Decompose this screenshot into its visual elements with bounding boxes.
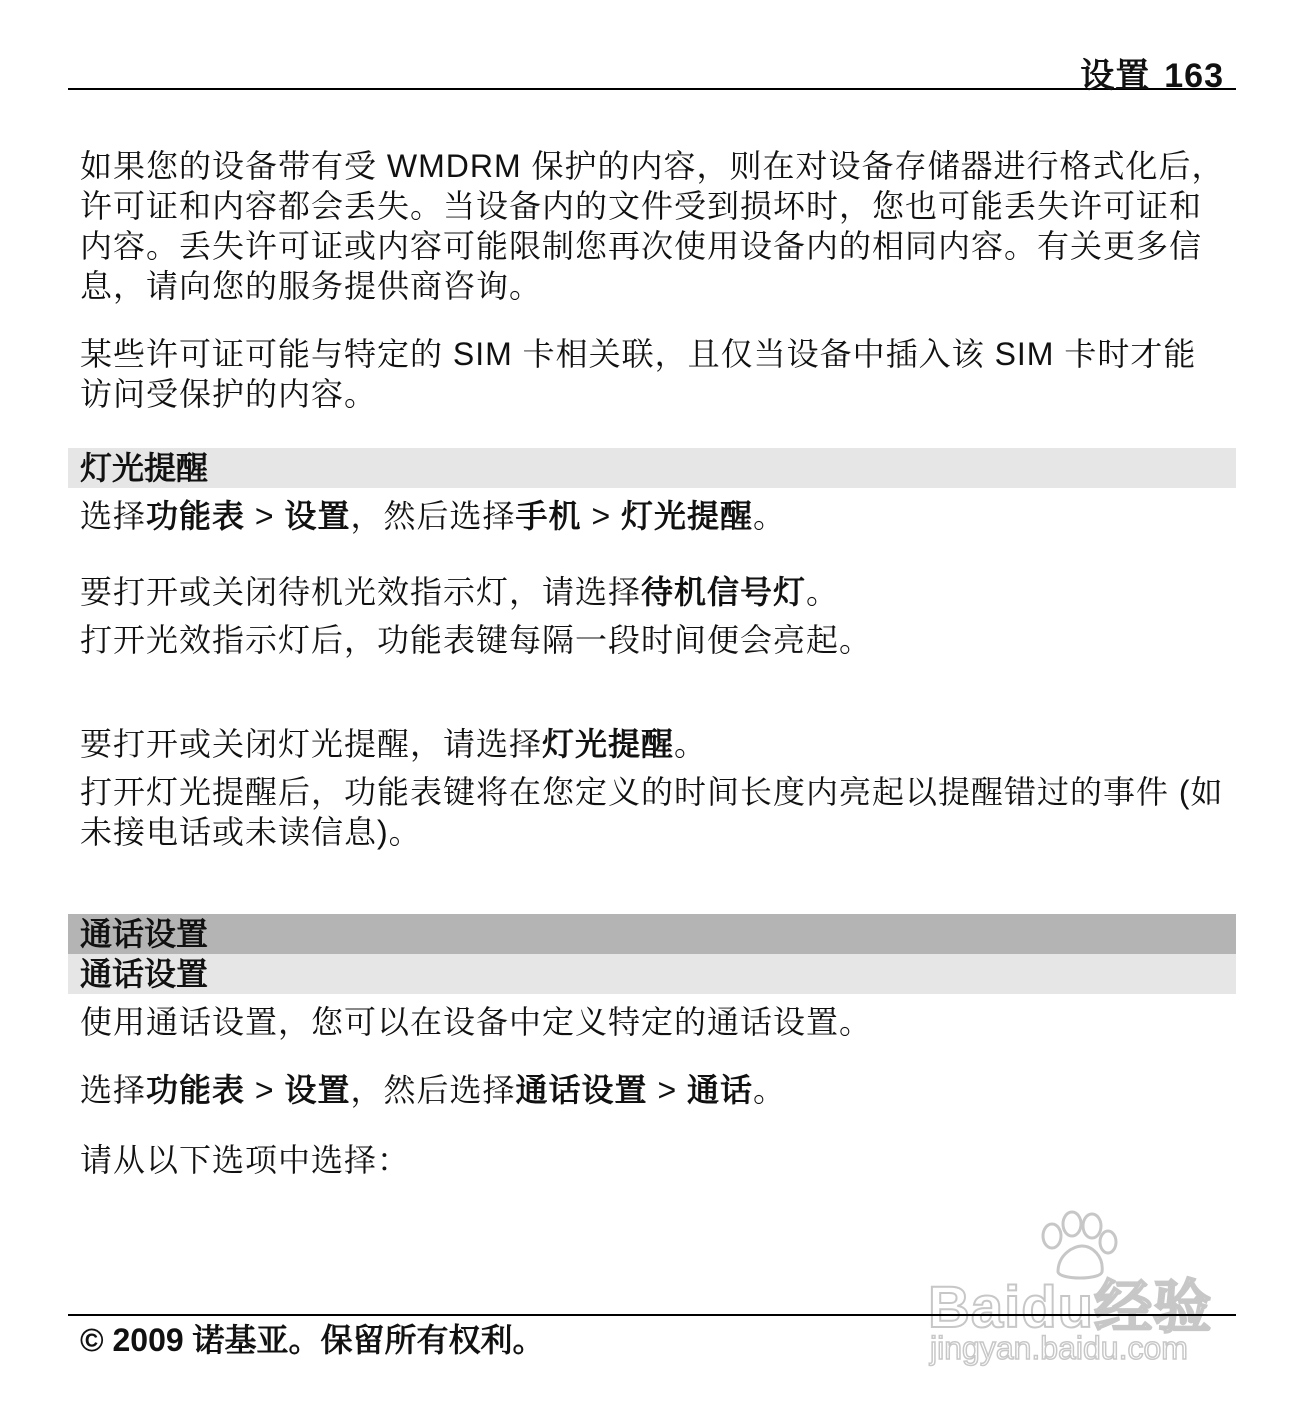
light-alerts-option: 灯光提醒 [542, 726, 675, 762]
footer-copyright: © 2009 诺基亚。保留所有权利。 [80, 1322, 545, 1358]
light-alerts-nav-instruction [80, 496, 1225, 536]
intro-paragraph-drm: 如果您的设备带有受 WMDRM 保护的内容，则在对设备存储器进行格式化后，许可证和内容都会丢失。当设备内的文件受到损坏时，您也可能丢失许可证和内容。丢失许可证或内容可能限制您再次使用设备内的相同内容。有关更多信息，请向您的服务提供商咨询。 [80, 148, 1225, 304]
header-title: 设置 [1080, 57, 1151, 95]
light-alerts-toggle-instruction [80, 724, 1225, 764]
watermark-url: jingyan.baidu.com [930, 1330, 1188, 1366]
text: 。 [674, 726, 708, 762]
text: 。 [753, 1072, 787, 1108]
footer-divider [68, 1314, 1236, 1316]
text: 。 [806, 574, 840, 610]
intro-paragraph-sim: 某些许可证可能与特定的 SIM 卡相关联，且仅当设备中插入该 SIM 卡时才能访问受保护的内容。 [80, 336, 1197, 412]
settings-label: 设置 [284, 498, 351, 534]
standby-light-option: 待机信号灯 [641, 574, 807, 610]
standby-light-instruction [80, 572, 1225, 612]
path-separator: > [647, 1072, 688, 1108]
text: 选择 [80, 1072, 147, 1108]
baidu-watermark [920, 1210, 1230, 1380]
settings-label: 设置 [284, 1072, 351, 1108]
section-heading-call-settings: 通话设置 [68, 914, 1236, 954]
subheading-call-settings: 通话设置 [68, 954, 1236, 994]
menu-label: 功能表 [146, 498, 246, 534]
choose-options-text: 请从以下选项中选择： [80, 1142, 411, 1178]
page-header [68, 40, 1236, 95]
text: 要打开或关闭待机光效指示灯，请选择 [80, 574, 642, 610]
text: 要打开或关闭灯光提醒，请选择 [80, 726, 543, 762]
heading-light-alerts: 灯光提醒 [68, 448, 1236, 488]
call-settings-intro: 使用通话设置，您可以在设备中定义特定的通话设置。 [80, 1004, 873, 1040]
phone-label: 手机 [515, 498, 582, 534]
light-alerts-label: 灯光提醒 [621, 498, 754, 534]
call-label: 通话 [687, 1072, 754, 1108]
path-separator: > [581, 498, 622, 534]
watermark-logo-text: Baidu经验 [928, 1275, 1213, 1340]
page-number: 163 [1164, 57, 1224, 95]
text: ，然后选择 [350, 498, 516, 534]
text: 选择 [80, 498, 147, 534]
light-alerts-note: 打开灯光提醒后，功能表键将在您定义的时间长度内亮起以提醒错过的事件 (如未接电话或未读信息)。 [80, 774, 1224, 850]
menu-label: 功能表 [146, 1072, 246, 1108]
standby-light-note: 打开光效指示灯后，功能表键每隔一段时间便会亮起。 [80, 622, 873, 658]
call-settings-label: 通话设置 [515, 1072, 648, 1108]
call-settings-nav-instruction [80, 1070, 1225, 1110]
path-separator: > [245, 1072, 285, 1108]
text: ，然后选择 [350, 1072, 516, 1108]
header-text [1080, 48, 1224, 97]
text: 。 [753, 498, 787, 534]
path-separator: > [245, 498, 285, 534]
